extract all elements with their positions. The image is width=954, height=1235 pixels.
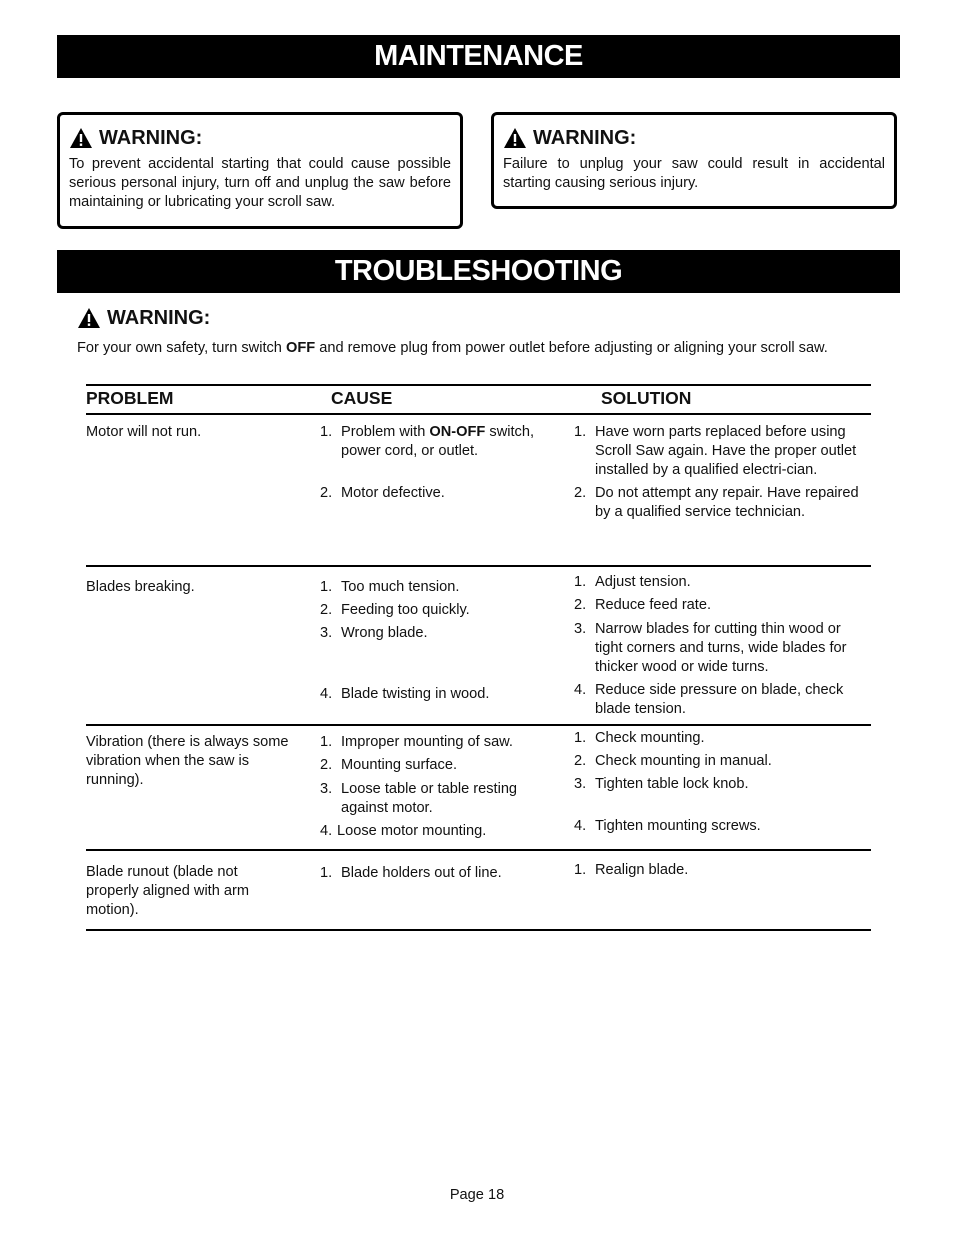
warning-heading: WARNING: <box>503 125 885 151</box>
warning-heading: WARNING: <box>77 305 877 331</box>
cause-item: 2. Feeding too quickly. <box>320 602 470 618</box>
warning-triangle-icon <box>77 307 101 329</box>
warning-triangle-icon <box>503 127 527 149</box>
page-number: Page 18 <box>449 1187 505 1203</box>
table-row-2-problem: Blades breaking. <box>86 579 195 595</box>
warning-heading: WARNING: <box>69 125 451 151</box>
solution-item: 1. Have worn parts replaced before using Scroll Saw again. Have the proper outlet installed by a qualified electri-cian. <box>574 424 857 478</box>
solution-item: 3. Narrow blades for cutting thin wood or tight corners and turns, wide blades for thicker wood or wide turns. <box>574 621 847 675</box>
maintenance-banner <box>57 35 900 78</box>
cause-item: 3. Wrong blade. <box>320 625 428 641</box>
table-row-1-problem: Motor will not run. <box>86 424 202 440</box>
solution-item: 1. Check mounting. <box>574 730 705 746</box>
warning-box-failure-to-unplug <box>491 112 897 209</box>
table-row-4-problem: Blade runout (blade not properly aligned with arm motion). <box>86 864 250 918</box>
solution-item: 2. Check mounting in manual. <box>574 753 772 769</box>
warning-box-unplug-before-maintaining <box>57 112 463 229</box>
cause-item: 1. Too much tension. <box>320 579 460 595</box>
warning-text: Failure to unplug your saw could result in accidental starting causing serious injury. <box>503 156 885 191</box>
solution-item: 4. Tighten mounting screws. <box>574 818 761 834</box>
table-row-2-causes <box>320 578 555 704</box>
cause-item: 1. Improper mounting of saw. <box>320 734 513 750</box>
solution-item: 2. Do not attempt any repair. Have repaired by a qualified service technician. <box>574 485 859 520</box>
row-rule <box>86 724 871 726</box>
solution-item: 4. Reduce side pressure on blade, check blade tension. <box>574 682 844 717</box>
cause-item: 2. Mounting surface. <box>320 757 458 773</box>
troubleshooting-warning <box>77 305 877 358</box>
table-row-2-solutions <box>574 573 871 719</box>
header-solution: SOLUTION <box>601 388 692 408</box>
header-problem: PROBLEM <box>86 388 174 408</box>
warning-text: To prevent accidental starting that could cause possible serious personal injury, turn off and unplug the saw before maintaining or lubricating your scroll saw. <box>69 156 451 210</box>
table-row-4-causes <box>320 864 555 883</box>
cause-item: 4. Blade twisting in wood. <box>320 686 490 702</box>
warning-text: For your own safety, turn switch OFF and remove plug from power outlet before adjusting or aligning your scroll saw. <box>77 340 828 356</box>
cause-item: 4. Loose motor mounting. <box>320 823 487 839</box>
table-row-3-causes <box>320 733 555 841</box>
maintenance-title: MAINTENANCE <box>374 40 583 72</box>
table-row-1-causes <box>320 423 555 503</box>
table-row-1-solutions <box>574 423 871 522</box>
cause-item: 1. Problem with ON-OFF switch, power cord, or outlet. <box>320 424 534 459</box>
cause-item: 2. Motor defective. <box>320 485 445 501</box>
solution-item: 3. Tighten table lock knob. <box>574 776 749 792</box>
header-rule <box>86 413 871 415</box>
table-row-4-solutions <box>574 861 871 880</box>
header-cause: CAUSE <box>331 388 393 408</box>
solution-item: 1. Realign blade. <box>574 862 689 878</box>
table-bottom-rule <box>86 929 871 931</box>
cause-item: 3. Loose table or table resting against motor. <box>320 781 518 816</box>
solution-item: 1. Adjust tension. <box>574 574 691 590</box>
warning-triangle-icon <box>69 127 93 149</box>
solution-item: 2. Reduce feed rate. <box>574 597 712 613</box>
table-top-rule <box>86 384 871 386</box>
row-rule <box>86 849 871 851</box>
table-row-3-problem: Vibration (there is always some vibration when the saw is running). <box>86 734 289 788</box>
row-rule <box>86 565 871 567</box>
troubleshooting-banner <box>57 250 900 293</box>
table-row-3-solutions <box>574 729 871 836</box>
cause-item: 1. Blade holders out of line. <box>320 865 502 881</box>
troubleshooting-title: TROUBLESHOOTING <box>334 255 623 287</box>
